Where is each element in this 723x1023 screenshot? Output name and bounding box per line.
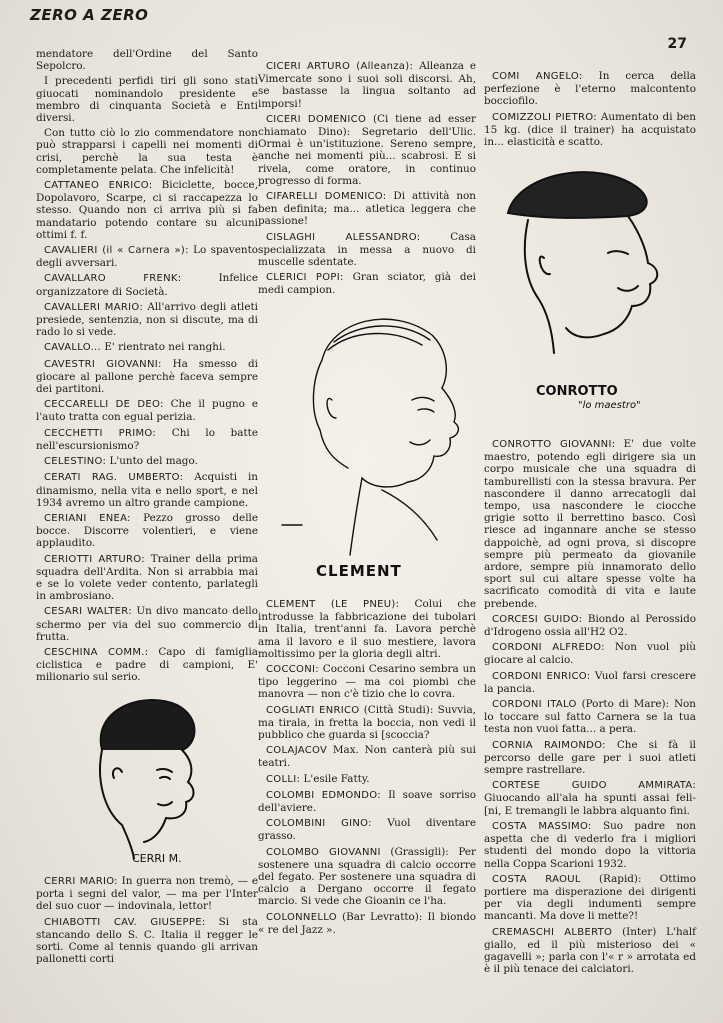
entry-name: CORDONI ENRICO: xyxy=(492,670,591,682)
entry-name: CAVALLO... xyxy=(44,342,102,354)
entry-text: Che si fà il percorso delle gare per i suoi atleti sempre rastrellare. xyxy=(484,738,696,777)
entry-text: Biciclette, bocce, Dopolavoro, Scarpe, ci si raccapezza lo stesso. Quando non ci arriva più si fa mandatario potendo contare su alcuni ottimi f. f. xyxy=(36,179,259,241)
dictionary-entry xyxy=(258,773,476,786)
entry-text: Infelice organizzatore di Società. xyxy=(36,272,258,298)
dictionary-entry xyxy=(36,646,258,684)
dictionary-entry xyxy=(36,553,258,603)
entry-name: CAVALLARO FRENK: xyxy=(44,273,182,285)
entry-name: CORDONI ITALO xyxy=(492,699,577,711)
entry-name: COLLI: xyxy=(266,773,301,785)
dictionary-entry xyxy=(36,179,258,241)
dictionary-entry xyxy=(36,358,258,396)
dictionary-entry xyxy=(484,873,696,923)
entry-text: E' due volte maestro, potendo egli dirigere sia un corpo musicale che una squadra di tamburellisti con la stessa bravura. Per nascondere il danno arrecatogli dal tempo, usa nascondere le ciocche grigie sotto il berrettino basco. Così riesce ad ingannare anche se stesso dappoichè, ad ogni prova, si discopre sempre più permeato da giovanile ardore, sempre più innamorato dello sport sul cui altare spesse volte ha sacrificato comodità di vita e laute prebende. xyxy=(484,438,696,610)
entry-name: CECCHETTI PRIMO: xyxy=(44,427,157,439)
entry-text: L'esile Fatty. xyxy=(303,772,370,785)
entry-name: CERRI MARIO: xyxy=(44,876,118,887)
clement-caption: CLEMENT xyxy=(316,562,402,580)
dictionary-entry xyxy=(484,926,696,976)
entry-text: Acquisti in dinamismo, nella vita e nello sport, e nel 1934 avremo un altro grande campione. xyxy=(36,471,258,509)
entry-text: Gran sciator, già dei medi campion. xyxy=(258,271,476,297)
entry-text: Ha smesso di giocare al pallone perchè faceva sempre dei partitoni. xyxy=(36,357,258,396)
entry-text: Non vuol più giocare al calcio. xyxy=(484,641,696,667)
dictionary-entry xyxy=(36,427,258,452)
entry-name: CICERI DOMENICO xyxy=(266,113,367,125)
entry-text: Il soave sorriso dell'aviere. xyxy=(258,788,476,815)
entry-name: CORNIA RAIMONDO: xyxy=(492,739,606,751)
entry-text: Che il pugno e l'auto tratta con egual perizia. xyxy=(36,398,259,424)
clement-caricature xyxy=(262,300,472,595)
dictionary-entry xyxy=(258,704,476,742)
entry-text: Colui che introdusse la fabbricazione dei tubolari in Italia, trent'anni fa. Lavora perchè ama il lavoro e il suo mestiere, lavora moltissimo per la gloria degli altri. xyxy=(258,598,477,660)
entry-text: Pezzo grosso delle bocce. Discorre volentieri, e viene applaudito. xyxy=(36,511,259,550)
column-2-bottom xyxy=(258,598,476,939)
entry-name: CISLAGHI ALESSANDRO: xyxy=(266,231,421,243)
entry-name: COSTA MASSIMO: xyxy=(492,820,592,832)
conrotto-caricature xyxy=(488,158,698,428)
entry-name: CREMASCHI ALBERTO xyxy=(492,926,613,938)
entry-text: Vuol diventare grasso. xyxy=(258,817,477,843)
clement-portrait-drawing xyxy=(262,300,472,560)
entry-text: Biondo al Perossido d'Idrogeno ossia all'H2 O2. xyxy=(484,612,697,639)
entry-name: CLEMENT (LE PNEU): xyxy=(266,599,400,610)
entry-text: In cerca della perfezione è l'eterno malcontento bocciofilo. xyxy=(484,70,696,108)
dictionary-entry xyxy=(484,779,696,817)
entry-name: COLOMBI EDMONDO: xyxy=(266,789,381,801)
dictionary-entry xyxy=(484,70,696,108)
entry-text: Casa specializzata in messa a nuovo di muscelle sdentate. xyxy=(258,230,476,269)
entry-name: CESARI WALTER: xyxy=(44,606,132,618)
entry-text: Alleanza e Vimercate sono i suoi soli discorsi. Ah, se bastasse la lingua soltanto ad imporsi! xyxy=(258,60,476,110)
entry-name: COLONNELLO xyxy=(266,911,337,923)
dictionary-entry xyxy=(484,641,696,666)
entry-name: CHIABOTTI CAV. GIUSEPPE: xyxy=(44,916,206,928)
dictionary-entry xyxy=(258,789,476,814)
cerri-portrait-drawing xyxy=(62,690,222,860)
dictionary-entry xyxy=(36,512,258,550)
dictionary-entry xyxy=(36,398,258,423)
dictionary-entry xyxy=(36,75,258,124)
entry-text: Lo spavento degli avversari. xyxy=(36,244,258,270)
dictionary-entry xyxy=(258,911,476,936)
column-1 xyxy=(36,48,258,687)
dictionary-entry xyxy=(258,744,476,769)
entry-name: CERATI RAG. UMBERTO: xyxy=(44,472,184,484)
entry-text: E' rientrato nei ranghi. xyxy=(104,341,226,354)
entry-text: (Inter) L'half giallo, ed il più misterioso dei « gagavelli »; parla con l'« r » arrotata ed è il più tenace dei calciatori. xyxy=(484,925,696,976)
entry-text: Chi lo batte nell'escursionismo? xyxy=(36,426,259,452)
page-header-title: ZERO A ZERO xyxy=(30,6,149,24)
entry-text: (Bar Levratto): Il biondo « re del Jazz ». xyxy=(258,910,476,936)
dictionary-entry xyxy=(36,127,258,176)
entry-name: CORCESI GUIDO: xyxy=(492,613,583,625)
entry-text: (Città Studi): Suvvia, ma tirala, in fretta la boccia, non vedi il pubblico che guarda si [scoccia? xyxy=(258,703,476,742)
dictionary-entry xyxy=(258,231,476,269)
dictionary-entry xyxy=(258,271,476,296)
entry-name: COMI ANGELO: xyxy=(492,71,583,82)
entry-name: CECCARELLI DE DEO: xyxy=(44,399,164,411)
entry-name: COLOMBO GIOVANNI xyxy=(266,846,381,858)
entry-name: CICERI ARTURO (Alleanza): xyxy=(266,61,414,72)
entry-text: (Rapid): Ottimo portiere ma disperazione dei dirigenti per via degli indumenti sempre mancanti. Ma dove li mette?! xyxy=(484,872,696,923)
dictionary-entry xyxy=(484,698,696,736)
page-number: 27 xyxy=(667,36,687,52)
entry-name: CAVALIERI (il « Carnera »): xyxy=(44,245,189,257)
cerri-caricature xyxy=(62,690,222,870)
entry-text: Un divo mancato dello schermo per via del suo commercio di frutta. xyxy=(36,605,258,643)
conrotto-portrait-drawing xyxy=(488,158,698,378)
dictionary-entry xyxy=(258,663,476,701)
entry-name: CERIANI ENEA: xyxy=(44,512,131,524)
entry-text: In guerra non tremò, — e porta i segni del valor, — ma per l'Inter del suo cuor — indovinala, lettor! xyxy=(36,875,258,913)
entry-name: COSTA RAOUL xyxy=(492,873,581,885)
dictionary-entry xyxy=(36,301,258,339)
entry-name: CATTANEO ENRICO: xyxy=(44,180,153,192)
conrotto-subcaption: "lo maestro" xyxy=(578,400,641,411)
entry-text: L'unto del mago. xyxy=(109,455,198,468)
entry-name: CAVALLERI MARIO: xyxy=(44,301,144,313)
entry-text: All'arrivo degli atleti presiede, sentenzia, non si discute, ma di rado lo si vede. xyxy=(36,300,258,339)
entry-text: mendatore dell'Ordine del Santo Sepolcro. xyxy=(36,48,258,73)
entry-name: CAVESTRI GIOVANNI: xyxy=(44,358,162,370)
dictionary-entry xyxy=(36,48,258,72)
dictionary-entry xyxy=(36,605,258,643)
entry-text: Suo padre non aspetta che di vederlo fra i migliori studenti del mondo dopo la vittoria nella Coppa Scarioni 1932. xyxy=(484,819,696,870)
entry-name: CESCHINA COMM.: xyxy=(44,646,149,658)
column-1-bottom xyxy=(36,875,258,968)
dictionary-entry xyxy=(258,113,476,187)
dictionary-entry xyxy=(36,272,258,297)
dictionary-entry xyxy=(484,613,696,638)
dictionary-entry xyxy=(258,817,476,842)
dictionary-entry xyxy=(258,846,476,908)
dictionary-entry xyxy=(258,60,476,110)
entry-text: Giuocando all'ala ha spunti assai feli- [ni, E tremangli le labbra alquanto fini. xyxy=(484,792,696,817)
dictionary-entry xyxy=(258,190,476,228)
cerri-caption: CERRI M. xyxy=(132,852,182,865)
conrotto-caption: CONROTTO xyxy=(536,384,618,399)
entry-name: COLOMBINI GINO: xyxy=(266,818,372,830)
dictionary-entry xyxy=(36,875,258,913)
entry-name: CIFARELLI DOMENICO: xyxy=(266,191,387,203)
entry-name: CELESTINO: xyxy=(44,456,107,468)
entry-text: Aumentato di ben 15 kg. (dice il trainer) ha acquistato in... elasticità e scatto. xyxy=(484,110,696,149)
entry-name: CERIOTTI ARTURO: xyxy=(44,553,145,565)
entry-name: CORDONI ALFREDO: xyxy=(492,642,605,654)
dictionary-entry xyxy=(36,916,258,966)
entry-name: COMIZZOLI PIETRO: xyxy=(492,111,597,123)
entry-text: Con tutto ciò lo zio commendatore non può strapparsi i capelli nei momenti di crisi, perchè la sua testa è completamente pelata. Che infelicità! xyxy=(36,127,258,176)
entry-name: CORTESE GUIDO AMMIRATA: xyxy=(492,780,696,792)
entry-text: Vuol farsi crescere la pancia. xyxy=(484,669,696,695)
dictionary-entry xyxy=(484,820,696,870)
entry-text: I precedenti perfidi tiri gli sono stati giuocati nominandolo presidente e membro di cinquanta Società e Enti diversi. xyxy=(36,75,258,125)
entry-text: Max. Non canterà più sui teatri. xyxy=(258,744,476,770)
entry-text: Trainer della prima squadra dell'Ardita. Non si arrabbia mai e se lo volete veder contento, parlategli in ambrosiano. xyxy=(36,552,258,603)
dictionary-entry xyxy=(484,670,696,695)
entry-name: CONROTTO GIOVANNI: xyxy=(492,439,616,450)
dictionary-entry xyxy=(484,739,696,777)
column-3-top xyxy=(484,70,696,151)
dictionary-entry xyxy=(36,471,258,509)
dictionary-entry xyxy=(36,244,258,269)
entry-text: Cocconi Cesarino sembra un tipo leggerino — ma coi piombi che manovra — non c'è tizio che lo covra. xyxy=(258,663,476,701)
entry-text: (Grassigli): Per sostenere una squadra di calcio occorre del fegato. Per sostenere una squadra di calcio a Dergano occorre il fegato marcio. Si vede che Gioanin ce l'ha. xyxy=(258,845,476,908)
dictionary-entry xyxy=(36,341,258,354)
entry-text: Si sta stancando dello S. C. Italia il regger le sorti. Come al tennis quando gli arrivan pallonetti corti xyxy=(36,915,258,966)
entry-name: COLAJACOV xyxy=(266,745,328,757)
entry-name: COCCONI: xyxy=(266,664,319,676)
entry-text: (Ci tiene ad esser chiamato Dino): Segretario dell'Ulic. Ormai è un'istituzione. Sereno sempre, anche nei momenti più... scabrosi. E si rivela, come oratore, in continuo progresso di forma. xyxy=(258,112,476,187)
column-3-bottom xyxy=(484,438,696,978)
entry-text: Capo di famiglia ciclistica e padre di campioni, E' milionario sul serio. xyxy=(36,645,258,684)
entry-name: CLERICI POPI: xyxy=(266,272,344,284)
entry-text: (Porto di Mare): Non lo toccare sul fatto Carnera se la tua testa non vuoi fatta... a pera. xyxy=(484,698,696,736)
dictionary-entry xyxy=(484,438,696,610)
dictionary-entry xyxy=(36,455,258,468)
entry-name: COGLIATI ENRICO xyxy=(266,704,360,716)
dictionary-entry xyxy=(258,598,476,660)
entry-text: Di attività non ben definita; ma... atletica leggera che passione! xyxy=(258,190,476,228)
column-2-top xyxy=(258,60,476,300)
dictionary-entry xyxy=(484,111,696,149)
